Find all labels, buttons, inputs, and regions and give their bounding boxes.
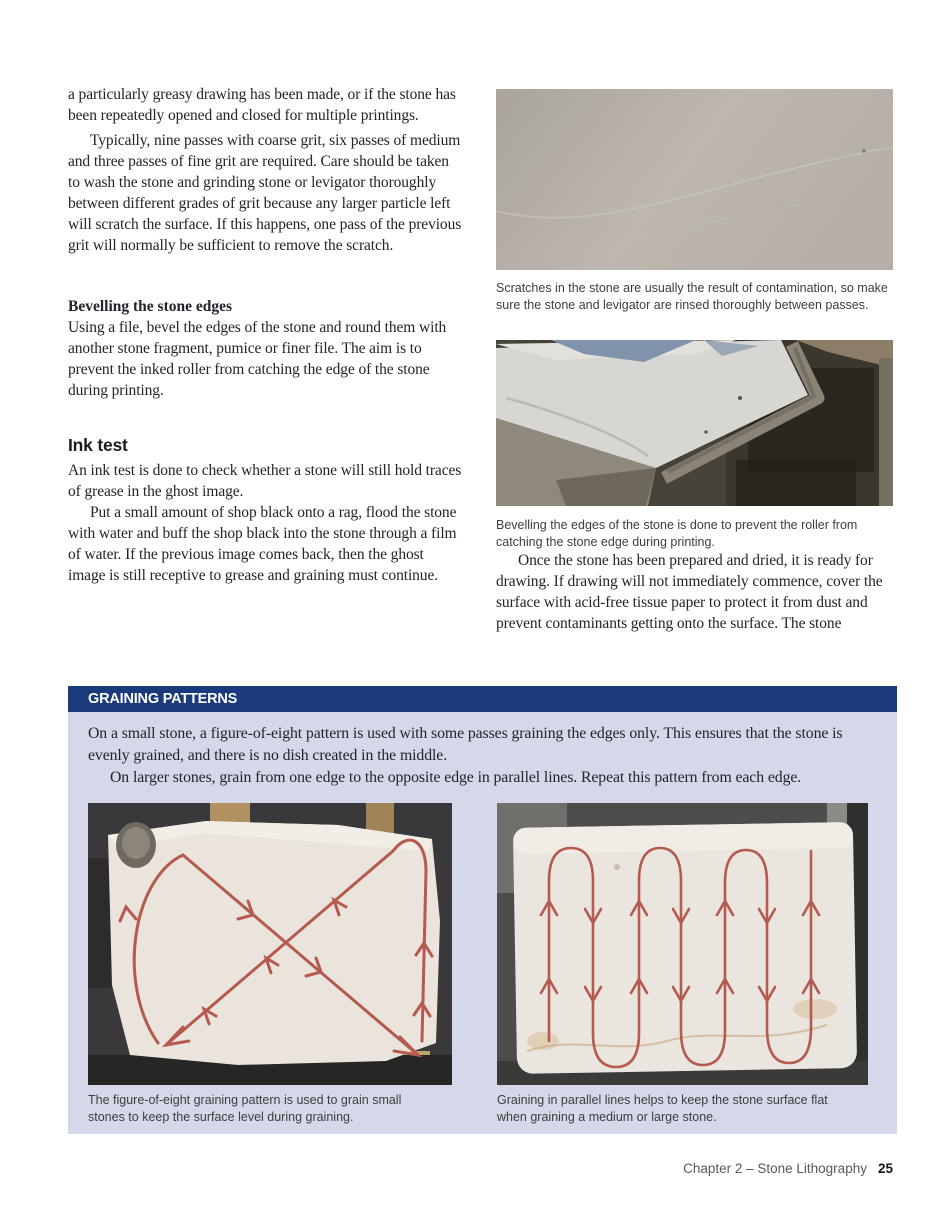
paragraph-ink-test-2: Put a small amount of shop black onto a rag, flood the stone with water and buff the shop black into the stone through a film of water. If the previous image comes back, then the ghost image is still receptive to grease and graining must continue. xyxy=(68,504,457,584)
graining-box-body xyxy=(68,712,897,1134)
right-column xyxy=(496,89,893,634)
paragraph-typically: Typically, nine passes with coarse grit, six passes of medium and three passes of fine grit are required. Care should be taken to wash the stone and grinding stone or levigator thoroughly between different grades of grit because any larger particle left will scratch the surface. If this happens, one pass of the previous grit will normally be sufficient to remove the scratch. xyxy=(68,132,462,254)
section-heading-bevelling: Bevelling the stone edges xyxy=(68,298,233,315)
graining-box-title: GRAINING PATTERNS xyxy=(88,691,238,707)
photo-stone-surface-scratches xyxy=(496,89,893,270)
stone-surface-photo-graphic xyxy=(496,89,893,270)
paragraph-once-prepared: Once the stone has been prepared and dried, it is ready for drawing. If drawing will not immediately commence, cover the surface with acid-free tissue paper to protect it from dust and prevent contaminants getting onto the surface. The stone xyxy=(496,552,883,632)
bevelled-edge-photo-graphic xyxy=(496,340,893,506)
graining-box-header xyxy=(68,686,897,712)
photo-caption-bevel: Bevelling the edges of the stone is done to prevent the roller from catching the stone edge during printing. xyxy=(496,518,858,549)
footer-chapter-label: Chapter 2 – Stone Lithography xyxy=(683,1161,867,1176)
photo-caption-scratches: Scratches in the stone are usually the result of contamination, so make sure the stone and levigator are rinsed thoroughly between passes. xyxy=(496,281,888,312)
page-footer xyxy=(683,1161,893,1176)
footer-page-number: 25 xyxy=(877,1161,893,1176)
box-paragraph-small-stone: On a small stone, a figure-of-eight pattern is used with some passes graining the edges only. This ensures that the stone is evenly grained, and there is no dish created in the middle. xyxy=(88,725,843,764)
photo-caption-parallel: Graining in parallel lines helps to keep the stone surface flat when graining a medium or large stone. xyxy=(497,1093,828,1124)
graining-box-photos xyxy=(88,803,877,1085)
photo-bevelled-stone-edge xyxy=(496,340,893,506)
photo-parallel-lines-pattern xyxy=(497,803,868,1085)
left-column xyxy=(68,84,462,586)
graining-patterns-box xyxy=(68,686,897,1134)
graining-box-captions xyxy=(88,1085,877,1129)
box-paragraph-larger-stones: On larger stones, grain from one edge to the opposite edge in parallel lines. Repeat this pattern from each edge. xyxy=(110,769,802,786)
paragraph-bevelling: Using a file, bevel the edges of the stone and round them with another stone fragment, pumice or finer file. The aim is to prevent the inked roller from catching the edge of the stone during printing. xyxy=(68,319,447,399)
photo-figure-eight-pattern xyxy=(88,803,452,1085)
paragraph-intro: a particularly greasy drawing has been made, or if the stone has been repeatedly opened and closed for multiple printings. xyxy=(68,86,456,124)
parallel-lines-photo-graphic xyxy=(497,803,868,1085)
figure-eight-photo-graphic xyxy=(88,803,452,1085)
section-heading-ink-test: Ink test xyxy=(68,435,128,455)
paragraph-ink-test-1: An ink test is done to check whether a stone will still hold traces of grease in the ghost image. xyxy=(68,462,462,500)
photo-caption-figure-eight: The figure-of-eight graining pattern is used to grain small stones to keep the surface level during graining. xyxy=(88,1093,402,1124)
